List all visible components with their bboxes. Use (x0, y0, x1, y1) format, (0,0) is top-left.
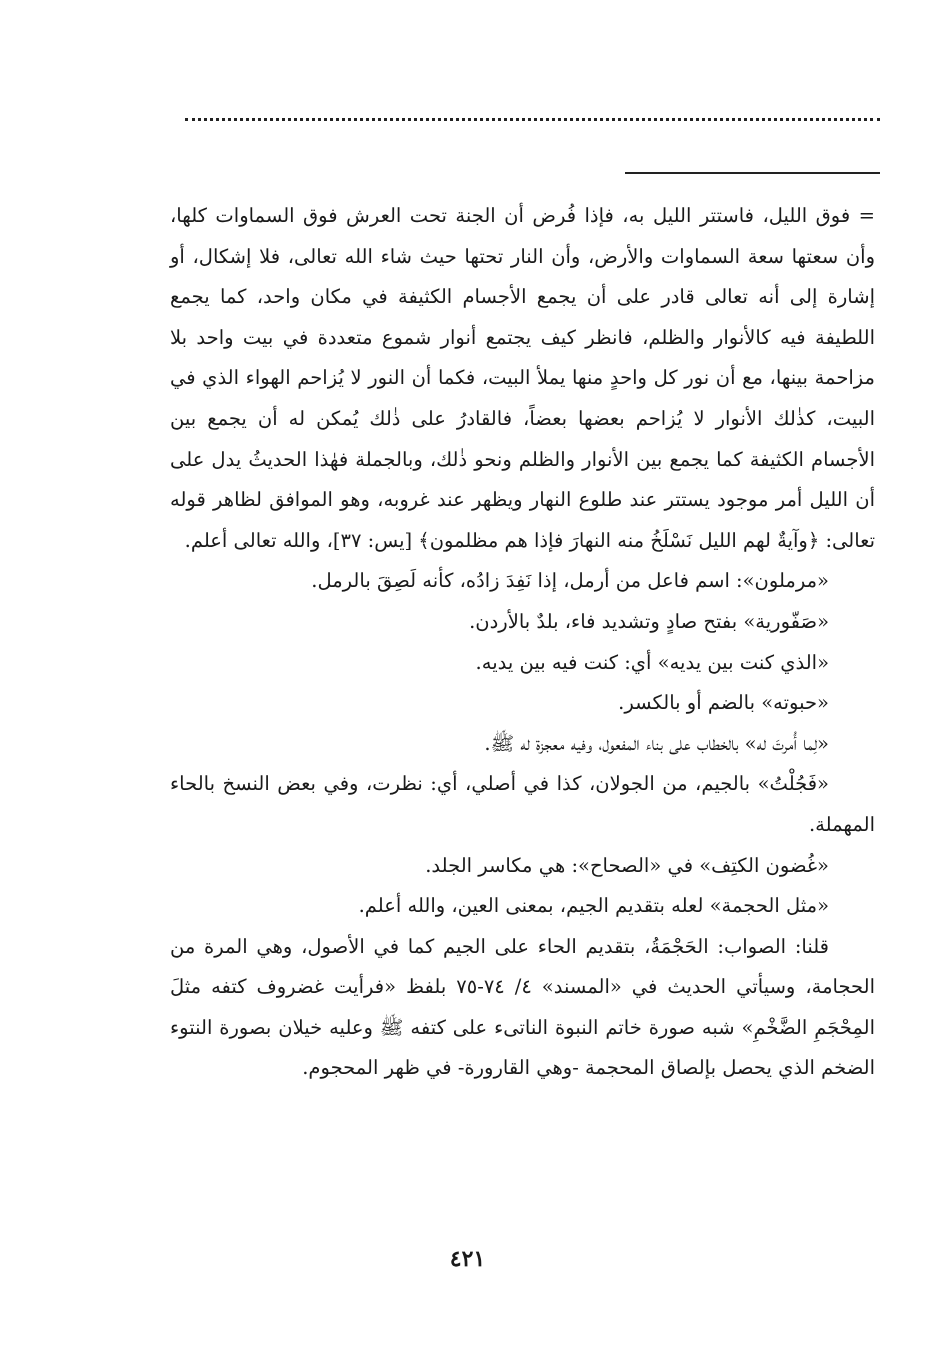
page-number: ٤٢١ (449, 1246, 486, 1272)
paragraph-marmalun: «مرملون»: اسم فاعل من أرمل، إذا نَفِدَ زادُه، كأنه لَصِقَ بالرمل. (311, 569, 829, 593)
dotted-separator (185, 118, 880, 131)
paragraph-qulna: قلنا: الصواب: الحَجْمَةُ، بتقديم الحاء على الجيم كما في الأصول، وهي المرة من الحجامة، وسيأتي الحديث في «المسند» ٤/ ٧٤-٧٥ بلفظ «فرأيت غضروف كتفه مثلَ المِحْجَمِ الضَّخْمِ» شبه صورة خاتم النبوة الناتىء على كتفه ﷺ وعليه خيلان بصورة النتوء الضخم الذي يحصل بإلصاق المحجمة -وهي القارورة- في ظهر المحجوم. (170, 934, 875, 1080)
paragraph-ghudun: «غُضون الكتِف» في «الصحاح»: هي مكاسر الجلد. (425, 853, 829, 877)
paragraph-main: = فوق الليل، فاستتر الليل به، فإذا فُرض أن الجنة تحت العرش فوق السماوات كلها، وأن سعتها سعة السماوات والأرض، وأن النار تحتها حيث شاء الله تعالى، فلا إشكال، أو إشارة إلى أنه تعالى قادر على أن يجمع الأجسام الكثيفة في مكان واحد، كما يجمع اللطيفة فيه كالأنوار والظلم، فانظر كيف يجتمع أنوار شموع متعددة في بيت واحد بلا مزاحمة بينها، مع أن نور كل واحدٍ منها يملأ البيت، فكما أن النور لا يُزاحم الهواء الذي في البيت، كذٰلك الأنوار لا يُزاحم بعضها بعضاً، فالقادرُ على ذٰلك يُمكن له أن يجمع بين الأجسام الكثيفة كما يجمع بين الأنوار والظلم ونحو ذٰلك، وبالجملة فهٰذا الحديثُ يدل على أن الليل أمر موجود يستتر عند طلوع النهار ويظهر عند غروبه، وهو الموافق لظاهر قوله تعالى: ﴿وآيةٌ لهم الليل نَسْلَخُ منه النهارَ فإذا هم مظلمون﴾ [يس: ٣٧]، والله تعالى أعلم. (170, 204, 875, 552)
footnote-body (170, 196, 875, 1089)
paragraph-hubwatuh: «حبوته» بالضم أو بالكسر. (618, 691, 829, 715)
paragraph-lima-umirta: «لِما أُمرتَ له» بالخطاب على بناء المفعول، وفيه معجزة له ﷺ. (484, 731, 829, 755)
paragraph-saffuriya: «صَفّورية» بفتح صادٍ وتشديد فاء، بلدٌ بالأردن. (469, 609, 829, 633)
paragraph-fajult: «فَجُلْتُ» بالجيم، من الجولان، كذا في أصلي، أي: نظرت، وفي بعض النسخ بالحاء المهملة. (170, 772, 875, 836)
paragraph-bayna-yadayh: «الذي كنت بين يديه» أي: كنت فيه بين يديه. (475, 650, 829, 674)
paragraph-hajma: «مثل الحجمة» لعله بتقديم الجيم، بمعنى العين، والله أعلم. (358, 894, 829, 918)
footnote-rule (625, 172, 880, 174)
